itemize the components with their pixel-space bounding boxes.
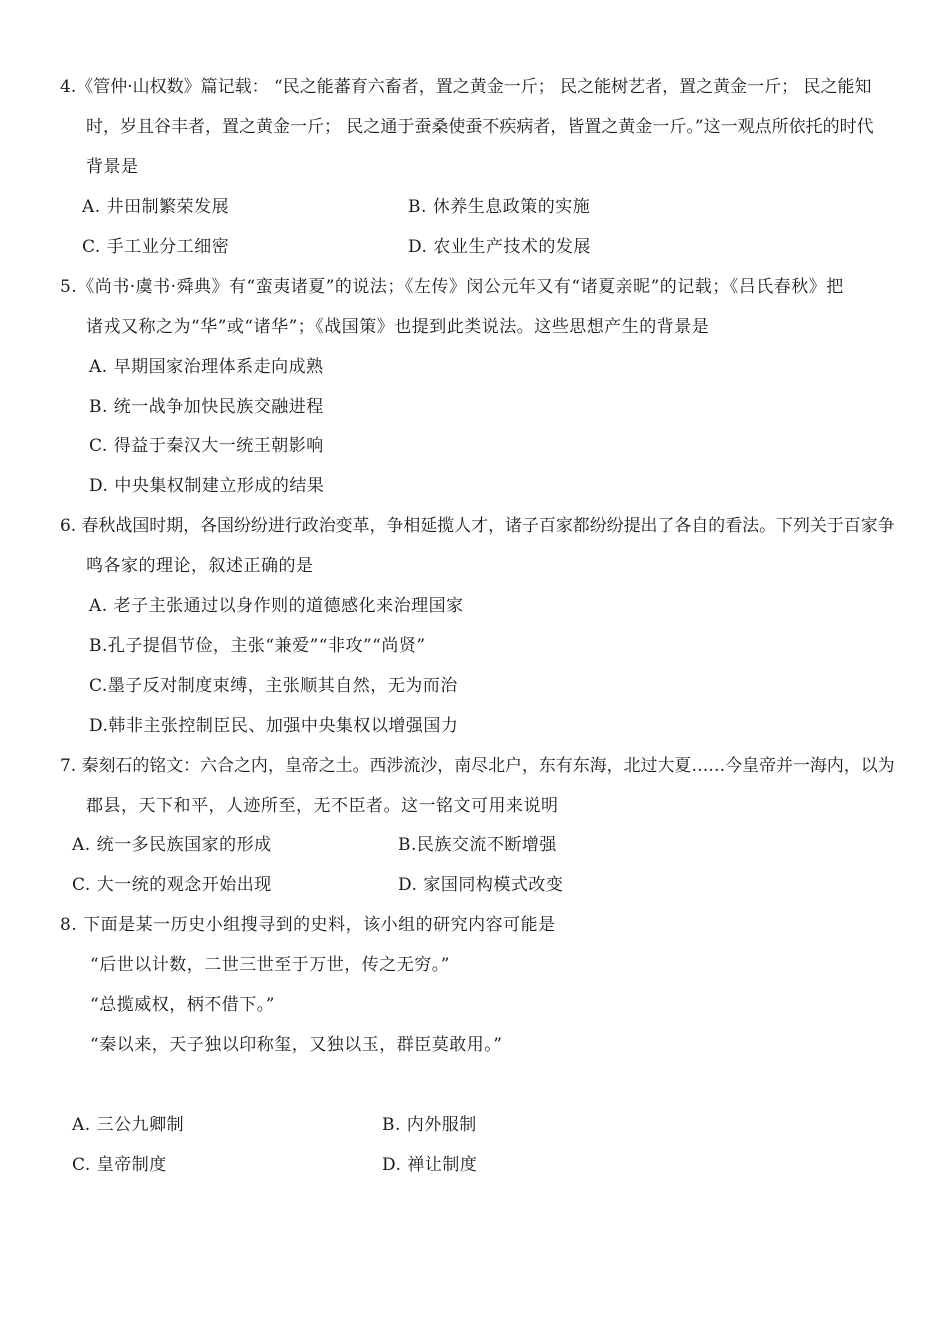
question-stem: 背景是 xyxy=(86,157,139,177)
question-stem: 时，岁且谷丰者，置之黄金一斤； 民之通于蚕桑使蚕不疾病者，皆置之黄金一斤。”这一观点所依托的时代 xyxy=(86,117,874,137)
option-c: C.墨子反对制度束缚，主张顺其自然，无为而治 xyxy=(89,676,458,696)
option-a: A. 统一多民族国家的形成 xyxy=(72,835,272,855)
option-c: C. 得益于秦汉大一统王朝影响 xyxy=(89,436,324,456)
question-stem: 4.《管仲·山权数》篇记载： “民之能蕃育六畜者，置之黄金一斤； 民之能树艺者，置之黄金一斤； 民之能知 xyxy=(60,77,872,97)
source-quote: “秦以来，天子独以印称玺，又独以玉，群臣莫敢用。” xyxy=(90,1035,503,1055)
option-d: D. 农业生产技术的发展 xyxy=(408,237,591,257)
option-b: B. 内外服制 xyxy=(382,1115,477,1135)
option-a: A. 三公九卿制 xyxy=(72,1115,185,1135)
question-stem: 7. 秦刻石的铭文：六合之内，皇帝之土。西涉流沙，南尽北户，东有东海，北过大夏……今皇帝并一海内，以为 xyxy=(60,756,895,776)
source-quote: “后世以计数，二世三世至于万世，传之无穷。” xyxy=(90,955,450,975)
option-c: C. 皇帝制度 xyxy=(72,1155,167,1175)
option-a: A. 早期国家治理体系走向成熟 xyxy=(89,357,324,377)
question-stem: 8. 下面是某一历史小组搜寻到的史料，该小组的研究内容可能是 xyxy=(60,915,556,935)
question-stem: 郡县，天下和平，人迹所至，无不臣者。这一铭文可用来说明 xyxy=(86,796,559,816)
option-d: D.韩非主张控制臣民、加强中央集权以增强国力 xyxy=(89,716,459,736)
option-d: D. 家国同构模式改变 xyxy=(398,875,564,895)
question-stem: 6. 春秋战国时期，各国纷纷进行政治变革，争相延揽人才，诸子百家都纷纷提出了各自的看法。下列关于百家争 xyxy=(60,516,895,536)
option-b: B.民族交流不断增强 xyxy=(398,835,557,855)
option-a: A. 井田制繁荣发展 xyxy=(82,197,230,217)
question-stem: 鸣各家的理论，叙述正确的是 xyxy=(86,556,314,576)
option-c: C. 大一统的观念开始出现 xyxy=(72,875,272,895)
option-b: B. 休养生息政策的实施 xyxy=(408,197,591,217)
option-d: D. 中央集权制建立形成的结果 xyxy=(89,476,325,496)
option-b: B. 统一战争加快民族交融进程 xyxy=(89,397,324,417)
option-c: C. 手工业分工细密 xyxy=(82,237,230,257)
question-stem: 5.《尚书·虞书·舜典》有“蛮夷诸夏”的说法；《左传》闵公元年又有“诸夏亲昵”的记载；《吕氏春秋》把 xyxy=(60,277,844,297)
option-a: A. 老子主张通过以身作则的道德感化来治理国家 xyxy=(89,596,464,616)
option-d: D. 禅让制度 xyxy=(382,1155,478,1175)
option-b: B.孔子提倡节俭，主张“兼爱”“非攻”“尚贤” xyxy=(89,636,426,656)
source-quote: “总揽威权，柄不借下。” xyxy=(90,995,275,1015)
question-stem: 诸戎又称之为“华”或“诸华”；《战国策》也提到此类说法。这些思想产生的背景是 xyxy=(86,317,710,337)
